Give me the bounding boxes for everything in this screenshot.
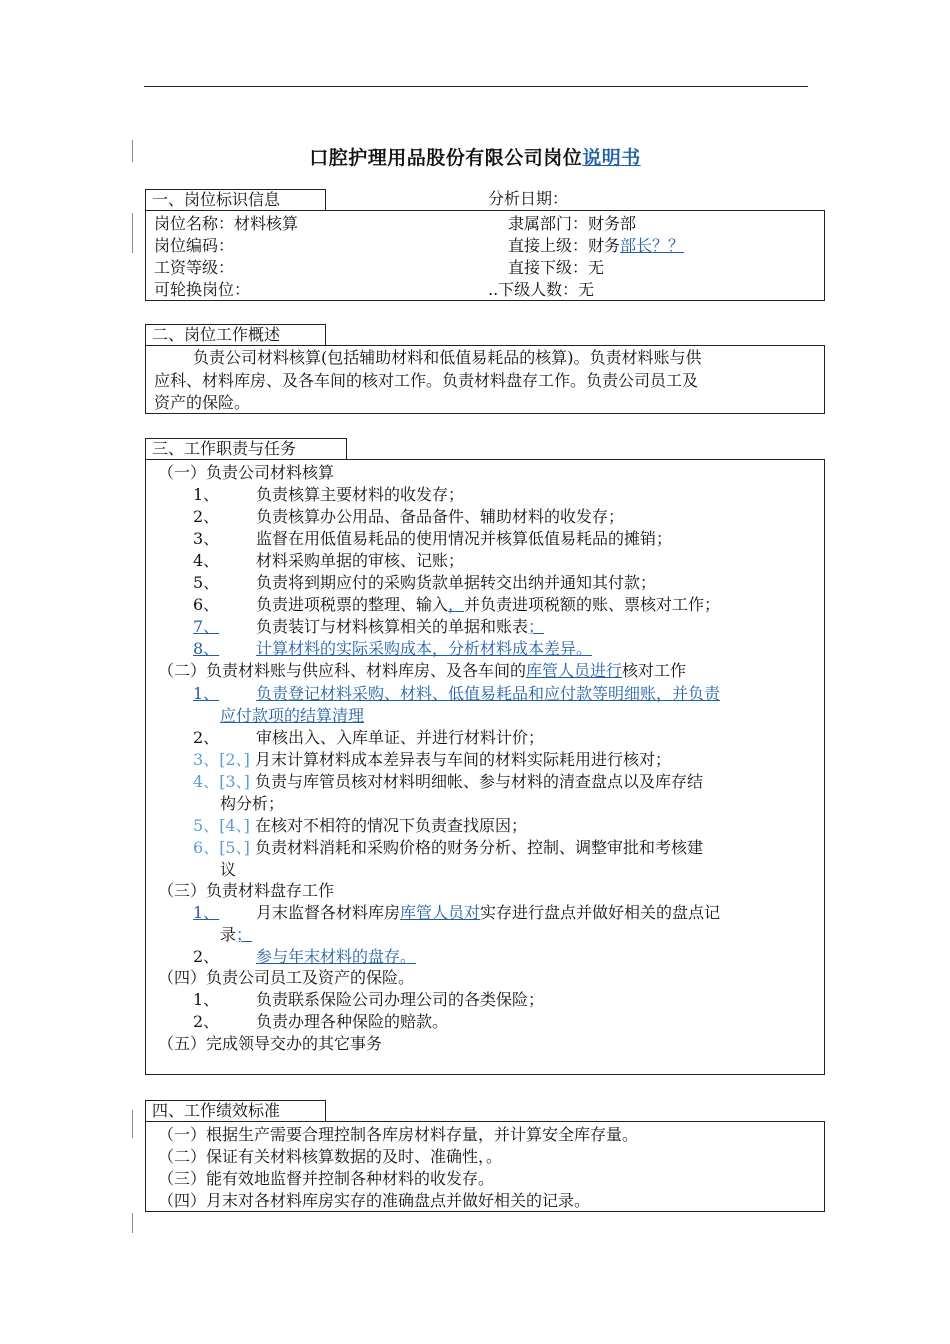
g1-item-text: 监督在用低值易耗品的使用情况并核算低值易耗品的摊销； xyxy=(256,529,673,548)
direct-superior xyxy=(508,236,684,256)
g2-item-text: 负责材料消耗和采购价格的财务分析、控制、调整审批和考核建 xyxy=(254,838,703,857)
g1-item-text: 负责将到期应付的采购货款单据转交出纳并通知其付款； xyxy=(256,573,657,592)
revision-bar xyxy=(132,1110,133,1138)
overview-line: 应科、材料库房、及各车间的核对工作。负责材料盘存工作。负责公司员工及 xyxy=(154,371,699,390)
group2-title-text: （二）负责材料账与供应科、材料库房、及各车间的 xyxy=(158,661,527,680)
revision-bar xyxy=(132,1213,133,1233)
direct-subordinate: 直接下级：无 xyxy=(508,258,605,277)
group2-title-end: 核对工作 xyxy=(622,661,687,680)
analysis-date: 分析日期： xyxy=(488,189,569,208)
g3-item-number: 2、 xyxy=(193,947,220,966)
g2-item-number: 5、 xyxy=(193,816,220,835)
department: 隶属部门：财务部 xyxy=(508,214,637,233)
g1-item-text xyxy=(256,595,720,615)
g1-item-number: 3、 xyxy=(193,529,220,548)
g4-item-text: 负责办理各种保险的赔款。 xyxy=(256,1012,449,1031)
standard-line: （二）保证有关材料核算数据的及时、准确性，。 xyxy=(158,1147,503,1166)
standard-line: （三）能有效地监督并控制各种材料的收发存。 xyxy=(158,1169,495,1188)
group2-title-link[interactable]: 库管人员进行 xyxy=(526,661,623,680)
item6-revision-link[interactable]: ， xyxy=(448,595,465,614)
overview-line: 负责公司材料核算(包括辅助材料和低值易耗品的核算)。负责材料账与供 xyxy=(193,348,702,367)
overview-line: 资产的保险。 xyxy=(154,393,251,412)
section3-header: 三、工作职责与任务 xyxy=(145,438,347,459)
g1-item-text[interactable]: 计算材料的实际采购成本，分析材料成本差异。 xyxy=(256,639,593,658)
group5-title: （五）完成领导交办的其它事务 xyxy=(158,1034,383,1053)
page-title xyxy=(0,143,950,170)
g3-item1-wrap: 录 xyxy=(220,925,237,944)
g3-item1-text: 月末监督各材料库房 xyxy=(256,903,401,922)
section4-header: 四、工作绩效标准 xyxy=(145,1100,326,1121)
position-name: 岗位名称：材料核算 xyxy=(154,214,299,233)
g2-item-text[interactable]: 应付款项的结算清理 xyxy=(220,706,365,725)
g2-item-text: 构分析； xyxy=(220,794,285,813)
g1-item-number: 6、 xyxy=(193,595,220,614)
g1-item-number: 5、 xyxy=(193,573,220,592)
group4-title: （四）负责公司员工及资产的保险。 xyxy=(158,968,415,987)
g3-item1-link[interactable]: 库管人员对 xyxy=(400,903,481,922)
g3-item1-text-end: 实存进行盘点并做好相关的盘点记 xyxy=(480,903,721,922)
revision-marker[interactable]: [2、] xyxy=(219,750,250,769)
g3-item-text[interactable]: 参与年末材料的盘存。 xyxy=(256,947,417,966)
group1-title: （一）负责公司材料核算 xyxy=(158,463,335,482)
revision-marker[interactable]: [5、] xyxy=(219,838,250,857)
rotation-position: 可轮换岗位： xyxy=(154,280,251,299)
g1-item-text: 负责核算办公用品、备品备件、辅助材料的收发存； xyxy=(256,507,625,526)
title-text: 口腔护理用品股份有限公司岗位 xyxy=(309,147,583,169)
g1-item-text xyxy=(256,617,544,637)
item7-text: 负责装订与材料核算相关的单据和账表 xyxy=(256,617,529,636)
g1-item-number[interactable]: 7、 xyxy=(193,617,220,636)
g2-item-number: 3、 xyxy=(193,750,220,769)
g2-item-number: 6、 xyxy=(193,838,220,857)
standard-line: （四）月末对各材料库房实存的准确盘点并做好相关的记录。 xyxy=(158,1191,591,1210)
g1-item-number: 1、 xyxy=(193,485,220,504)
g1-item-text: 负责核算主要材料的收发存； xyxy=(256,485,465,504)
g2-item-text: 议 xyxy=(220,860,237,879)
item6-text: 负责进项税票的整理、输入 xyxy=(256,595,449,614)
subordinate-count: ..下级人数：无 xyxy=(488,280,595,299)
g1-item-number[interactable]: 8、 xyxy=(193,639,220,658)
revision-bar xyxy=(132,213,133,253)
g1-item-number: 4、 xyxy=(193,551,220,570)
g1-item-text: 材料采购单据的审核、记账； xyxy=(256,551,465,570)
item6-text-end: 并负责进项税额的账、票核对工作； xyxy=(464,595,721,614)
g4-item-number: 1、 xyxy=(193,990,220,1009)
g2-item-text: 在核对不相符的情况下负责查找原因； xyxy=(254,816,527,835)
standard-line: （一）根据生产需要合理控制各库房材料存量，并计算安全库存量。 xyxy=(158,1125,639,1144)
g2-item-text: 月末计算材料成本差异表与车间的材料实际耗用进行核对； xyxy=(254,750,671,769)
g1-item-number: 2、 xyxy=(193,507,220,526)
section2-header: 二、岗位工作概述 xyxy=(145,324,326,345)
g2-item-row xyxy=(193,838,703,858)
g4-item-number: 2、 xyxy=(193,1012,220,1031)
g3-item-text xyxy=(220,925,252,945)
group2-title xyxy=(158,661,686,681)
revision-marker[interactable]: [4、] xyxy=(219,816,250,835)
g2-item-number: 4、 xyxy=(193,772,220,791)
g2-item-text[interactable]: 负责登记材料采购、材料、低值易耗品和应付款等明细账，并负责 xyxy=(256,684,721,703)
g2-item-number[interactable]: 1、 xyxy=(193,684,220,703)
top-rule xyxy=(144,86,808,87)
group3-title: （三）负责材料盘存工作 xyxy=(158,881,335,900)
g3-item1-revision[interactable]: ； xyxy=(236,925,253,944)
g2-item-row xyxy=(193,750,671,770)
g3-item-text xyxy=(256,903,720,923)
position-code: 岗位编码： xyxy=(154,236,235,255)
g2-item-row xyxy=(193,772,703,792)
g2-item-number: 2、 xyxy=(193,728,220,747)
g2-item-text: 审核出入、入库单证、并进行材料计价； xyxy=(256,728,545,747)
g3-item-number[interactable]: 1、 xyxy=(193,903,220,922)
item7-revision-link[interactable]: ； xyxy=(528,617,545,636)
revision-marker[interactable]: [3、] xyxy=(219,772,250,791)
salary-grade: 工资等级： xyxy=(154,258,235,277)
g2-item-text: 负责与库管员核对材料明细帐、参与材料的清查盘点以及库存结 xyxy=(254,772,703,791)
g2-item-row xyxy=(193,816,527,836)
section1-header: 一、岗位标识信息 xyxy=(145,189,326,210)
title-link[interactable]: 说明书 xyxy=(582,147,641,169)
g4-item-text: 负责联系保险公司办理公司的各类保险； xyxy=(256,990,545,1009)
direct-superior-text: 直接上级：财务 xyxy=(508,236,621,255)
superior-link[interactable]: 部长？？ xyxy=(620,236,685,255)
